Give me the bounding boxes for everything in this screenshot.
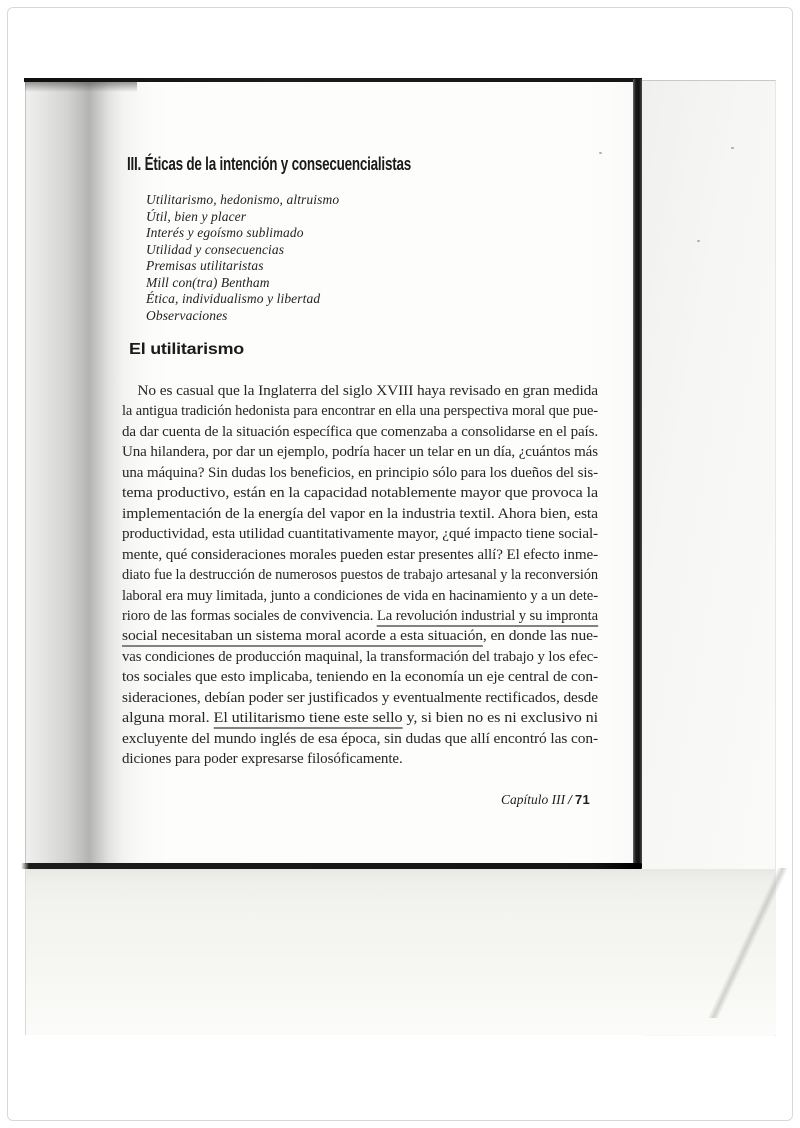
body-line xyxy=(122,565,598,585)
body-line xyxy=(122,606,598,626)
body-text-segment: diato fue la destrucción de numerosos puestos de trabajo artesanal y la reconversión xyxy=(122,567,598,584)
body-line xyxy=(122,708,598,728)
body-text-segment: implementación de la energía del vapor en la industria textil. Ahora bien, esta xyxy=(122,505,598,522)
body-line xyxy=(122,483,598,503)
toc-item: Observaciones xyxy=(146,307,228,323)
toc-item: Ética, individualismo y libertad xyxy=(146,291,321,306)
body-text-segment: diciones para poder expresarse filosóficamente. xyxy=(122,751,403,768)
body-text-segment: excluyente del mundo inglés de esa época, sin dudas que allí encontró las con- xyxy=(122,730,598,747)
scan-speck xyxy=(697,240,700,242)
body-text-segment: una máquina? Sin dudas los beneficios, en principio sólo para los dueños del sis- xyxy=(122,464,598,481)
scan-speck xyxy=(599,152,602,154)
toc-list xyxy=(146,192,339,324)
page-curl-shadow xyxy=(688,868,800,1018)
page-bottom-edge xyxy=(21,863,642,869)
footer-chapter-label: Capítulo III xyxy=(501,792,566,807)
body-text xyxy=(122,381,598,770)
scan-speck xyxy=(731,147,734,149)
body-line xyxy=(122,626,598,646)
body-text-segment: Una hilandera, por dar un ejemplo, podría hacer un telar en un día, ¿cuántos más xyxy=(122,444,598,461)
body-line xyxy=(122,667,598,687)
pencil-underlined-text: social necesitaban un sistema moral acorde a esta situación xyxy=(122,628,483,647)
body-text-segment: la antigua tradición hedonista para encontrar en ella una perspectiva moral que pue- xyxy=(122,403,598,420)
body-line xyxy=(122,381,598,401)
body-line xyxy=(122,442,598,462)
body-text-segment: vas condiciones de producción maquinal, la transformación del trabajo y los efec- xyxy=(122,648,598,665)
body-text-segment: da dar cuenta de la situación específica que comenzaba a consolidarse en el país. xyxy=(122,423,598,440)
footer-page-number: 71 xyxy=(574,792,590,807)
body-text-segment: productividad, esta utilidad cuantitativamente mayor, ¿qué impacto tiene social- xyxy=(122,526,598,543)
body-line xyxy=(122,729,598,749)
body-line xyxy=(122,504,598,524)
page-stack-bottom xyxy=(25,869,776,1035)
body-text-segment: tema productivo, están en la capacidad notablemente mayor que provoca la xyxy=(122,485,598,502)
page-right-edge xyxy=(633,79,642,869)
body-text-segment: No es casual que la Inglaterra del siglo XVIII haya revisado en gran medida xyxy=(137,383,599,399)
body-line xyxy=(122,545,598,565)
toc-item: Utilidad y consecuencias xyxy=(146,241,285,257)
toc-item: Útil, bien y placer xyxy=(146,208,247,224)
section-heading: El utilitarismo xyxy=(129,341,244,358)
body-line xyxy=(122,647,598,667)
body-text-segment: alguna moral. xyxy=(122,710,214,727)
body-line xyxy=(122,586,598,606)
body-text-segment: tos sociales que esto implicaba, teniendo en la economía un eje central de con- xyxy=(122,669,598,686)
spine-shadow xyxy=(25,82,137,92)
toc-item: Mill con(tra) Bentham xyxy=(146,274,270,290)
toc-item: Utilitarismo, hedonismo, altruismo xyxy=(146,192,340,207)
body-text-segment: rioro de las formas sociales de convivencia. xyxy=(122,607,377,624)
body-text-segment: , en donde las nue- xyxy=(482,628,598,645)
body-line xyxy=(122,749,403,769)
body-line xyxy=(122,524,598,544)
body-text-segment: sideraciones, debían poder ser justificados y eventualmente rectificados, desde xyxy=(122,689,598,706)
body-line xyxy=(122,401,598,421)
page-footer xyxy=(122,792,590,808)
chapter-heading: III. Éticas de la intención y consecuencialistas xyxy=(127,154,411,174)
body-line xyxy=(122,463,598,483)
toc-item: Interés y egoísmo sublimado xyxy=(146,225,304,240)
body-line xyxy=(122,688,598,708)
footer-separator: / xyxy=(568,792,572,807)
pencil-underlined-text: La revolución industrial y su impronta xyxy=(377,608,598,627)
pencil-underlined-text: El utilitarismo tiene este sello xyxy=(214,710,403,729)
toc-item: Premisas utilitaristas xyxy=(146,258,264,273)
body-text-segment: mente, qué consideraciones morales pueden estar presentes allí? El efecto inme- xyxy=(122,546,598,563)
body-line xyxy=(122,422,598,442)
body-text-segment: y, si bien no es ni exclusivo ni xyxy=(402,710,598,727)
body-text-segment: laboral era muy limitada, junto a condiciones de vida en hacinamiento y a un dete- xyxy=(122,587,598,604)
